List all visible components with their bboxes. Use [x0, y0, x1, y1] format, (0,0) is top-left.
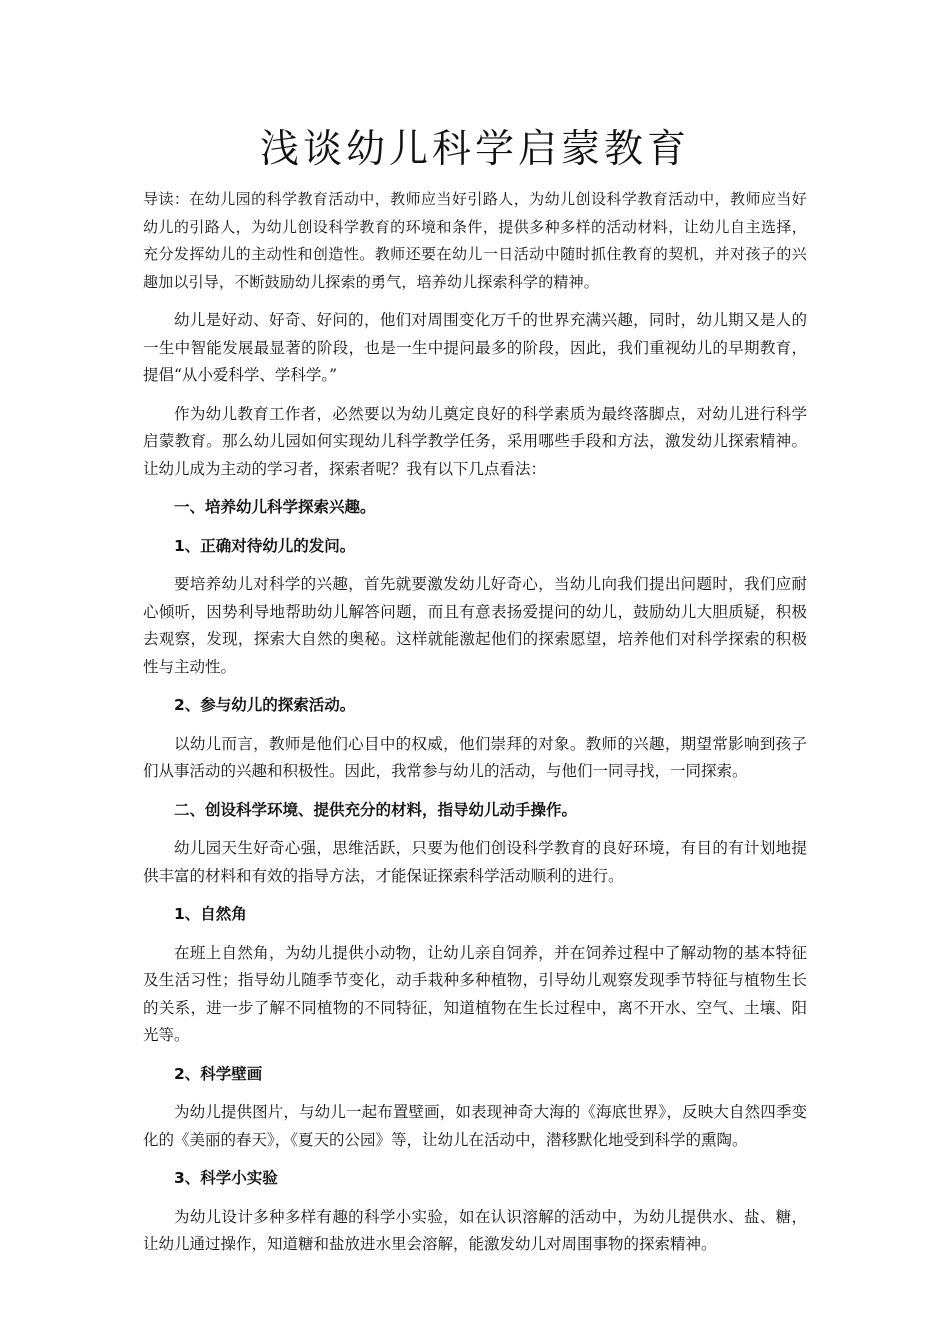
- section-heading-2: 二、创设科学环境、提供充分的材料，指导幼儿动手操作。: [174, 800, 578, 819]
- subsection-heading-2-2: 2、科学壁画: [174, 1064, 263, 1083]
- paragraph-3: 要培养幼儿对科学的兴趣，首先就要激发幼儿好奇心，当幼儿向我们提出问题时，我们应耐心倾听，因势利导地帮助幼儿解答问题，而且有意表扬爱提问的幼儿，鼓励幼儿大胆质疑，积极去观察，发现，探索大自然的奥秘。这样就能激起他们的探索愿望，培养他们对科学探索的积极性与主动性。: [143, 575, 807, 676]
- paragraph-1: 幼儿是好动、好奇、好问的，他们对周围变化万千的世界充满兴趣，同时，幼儿期又是人的一生中智能发展最显著的阶段，也是一生中提问最多的阶段，因此，我们重视幼儿的早期教育，提倡“从小爱科学、学科学。”: [143, 311, 807, 384]
- paragraph-7: 为幼儿提供图片，与幼儿一起布置壁画，如表现神奇大海的《海底世界》，反映大自然四季变化的《美丽的春天》，《夏天的公园》等，让幼儿在活动中，潜移默化地受到科学的熏陶。: [143, 1103, 807, 1149]
- document-body: [143, 186, 807, 1270]
- subsection-heading-1-2: 2、参与幼儿的探索活动。: [174, 696, 356, 714]
- paragraph-2: 作为幼儿教育工作者，必然要以为幼儿奠定良好的科学素质为最终落脚点，对幼儿进行科学启蒙教育。那么幼儿园如何实现幼儿科学教学任务，采用哪些手段和方法，激发幼儿探索精神。让幼儿成为主动的学习者，探索者呢？我有以下几点看法：: [143, 404, 807, 478]
- section-heading-1: 一、培养幼儿科学探索兴趣。: [174, 498, 376, 516]
- paragraph-5: 幼儿园天生好奇心强，思维活跃，只要为他们创设科学教育的良好环境，有目的有计划地提供丰富的材料和有效的指导方法，才能保证探索科学活动顺利的进行。: [143, 839, 807, 885]
- paragraph-6: 在班上自然角，为幼儿提供小动物，让幼儿亲自饲养，并在饲养过程中了解动物的基本特征及生活习性；指导幼儿随季节变化，动手栽种多种植物，引导幼儿观察发现季节特征与植物生长的关系，进一步了解不同植物的不同特征，知道植物在生长过程中，离不开水、空气、土壤、阳光等。: [143, 943, 807, 1044]
- subsection-heading-2-1: 1、自然角: [174, 905, 247, 923]
- subsection-heading-2-3: 3、科学小实验: [174, 1169, 278, 1187]
- intro-paragraph: 导读：在幼儿园的科学教育活动中，教师应当好引路人，为幼儿创设科学教育活动中，教师应当好幼儿的引路人，为幼儿创设科学教育的环境和条件，提供多种多样的活动材料，让幼儿自主选择，充分发挥幼儿的主动性和创造性。教师还要在幼儿一日活动中随时抓住教育的契机，并对孩子的兴趣加以引导，不断鼓励幼儿探索的勇气，培养幼儿探索科学的精神。: [143, 190, 807, 291]
- document-title: 浅谈幼儿科学启蒙教育: [259, 127, 690, 172]
- paragraph-4: 以幼儿而言，教师是他们心目中的权威，他们崇拜的对象。教师的兴趣，期望常影响到孩子们从事活动的兴趣和积极性。因此，我常参与幼儿的活动，与他们一同寻找，一同探索。: [143, 734, 807, 780]
- paragraph-8: 为幼儿设计多种多样有趣的科学小实验，如在认识溶解的活动中，为幼儿提供水、盐、糖，让幼儿通过操作，知道糖和盐放进水里会溶解，能激发幼儿对周围事物的探索精神。: [143, 1207, 807, 1253]
- subsection-heading-1-1: 1、正确对待幼儿的发问。: [174, 536, 356, 555]
